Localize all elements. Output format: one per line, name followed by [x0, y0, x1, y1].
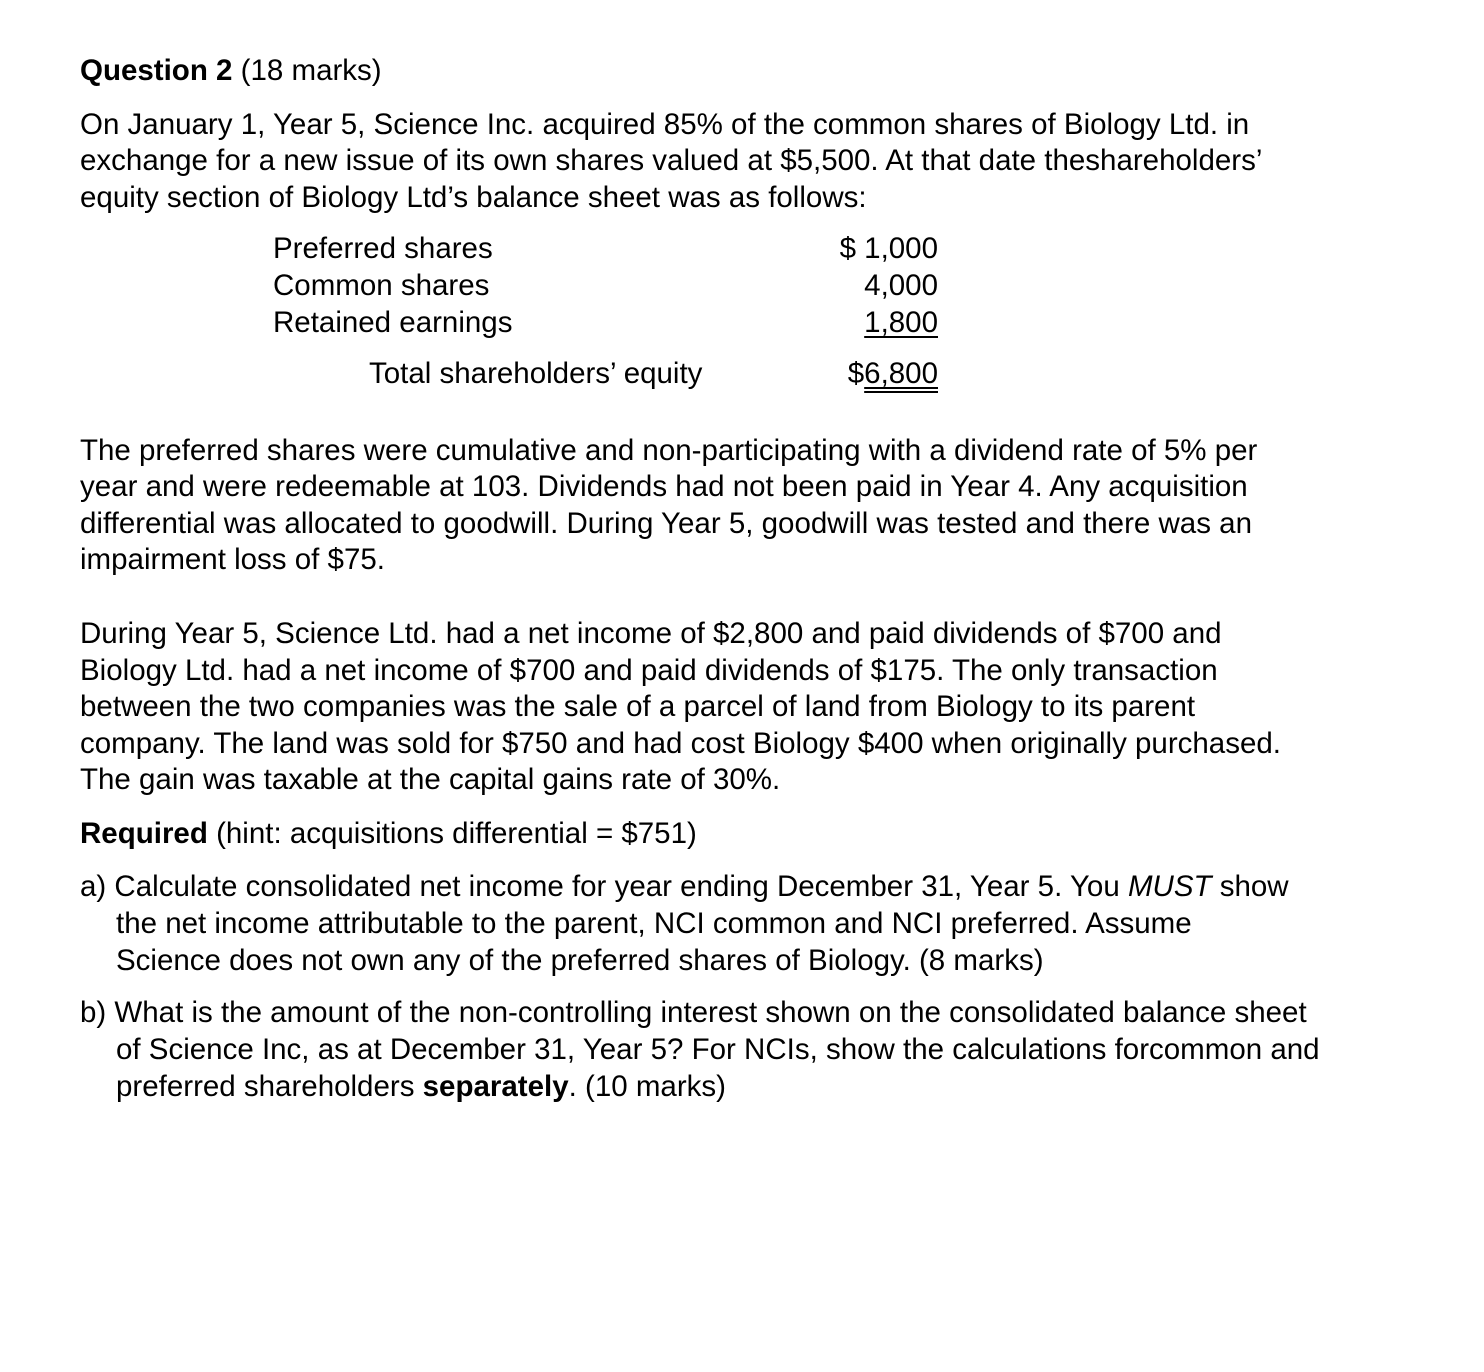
equity-total-value [848, 355, 938, 392]
paragraph-line: differential was allocated to goodwill. During Year 5, goodwill was tested and there was an [80, 507, 1252, 540]
part-a-line: the net income attributable to the parent, NCI common and NCI preferred. Assume [116, 907, 1192, 940]
part-a-text: show [1211, 870, 1289, 903]
equity-row-value: 4,000 [864, 269, 938, 302]
equity-row-label: Preferred shares [273, 232, 493, 265]
intro-line: equity section of Biology Ltd’s balance sheet was as follows: [80, 181, 867, 214]
paragraph-line: between the two companies was the sale of a parcel of land from Biology to its parent [80, 690, 1196, 723]
paragraph-line: During Year 5, Science Ltd. had a net income of $2,800 and paid dividends of $700 and [80, 617, 1222, 650]
intro-line: On January 1, Year 5, Science Inc. acquired 85% of the common shares of Biology Ltd. in [80, 108, 1250, 141]
intro-line: exchange for a new issue of its own shares valued at $5,500. At that date theshareholders’ [80, 144, 1263, 177]
part-b-line: of Science Inc, as at December 31, Year 5? For NCIs, show the calculations forcommon and [116, 1033, 1320, 1066]
paragraph-line: impairment loss of $75. [80, 543, 385, 576]
equity-row-value: $ 1,000 [839, 232, 938, 265]
part-b-text: . (10 marks) [568, 1070, 726, 1103]
equity-total-label: Total shareholders’ equity [369, 357, 703, 390]
paragraph-line: The preferred shares were cumulative and non-participating with a dividend rate of 5% per [80, 434, 1258, 467]
paragraph-line: Biology Ltd. had a net income of $700 and paid dividends of $175. The only transaction [80, 654, 1218, 687]
equity-total-currency: $ [847, 357, 865, 390]
part-a-line: Science does not own any of the preferred shares of Biology. (8 marks) [116, 944, 1044, 977]
question-marks: (18 marks) [240, 54, 382, 87]
part-b-line: b) What is the amount of the non-controlling interest shown on the consolidated balance sheet [80, 996, 1307, 1029]
part-b [80, 994, 1420, 1105]
equity-total-amount: 6,800 [864, 357, 938, 390]
required-line [80, 815, 697, 852]
question-heading [80, 52, 382, 89]
part-a [80, 868, 1420, 979]
paragraph-line: The gain was taxable at the capital gains rate of 30%. [80, 763, 781, 796]
paragraph-line: company. The land was sold for $750 and had cost Biology $400 when originally purchased. [80, 727, 1281, 760]
part-b-emphasis: separately [422, 1070, 569, 1103]
equity-row-value: 1,800 [864, 306, 938, 339]
part-b-line [80, 1068, 1420, 1105]
question-title: Question 2 [80, 54, 233, 87]
part-a-line [80, 868, 1420, 905]
equity-row-label: Common shares [273, 269, 490, 302]
part-a-text: a) Calculate consolidated net income for year ending December 31, Year 5. You [80, 870, 1128, 903]
required-label: Required [80, 817, 208, 850]
equity-row-label: Retained earnings [273, 306, 513, 339]
part-b-text: preferred shareholders [116, 1070, 423, 1103]
required-hint: (hint: acquisitions differential = $751) [216, 817, 697, 850]
paragraph-line: year and were redeemable at 103. Dividends had not been paid in Year 4. Any acquisition [80, 470, 1248, 503]
part-a-emphasis: MUST [1127, 870, 1212, 903]
